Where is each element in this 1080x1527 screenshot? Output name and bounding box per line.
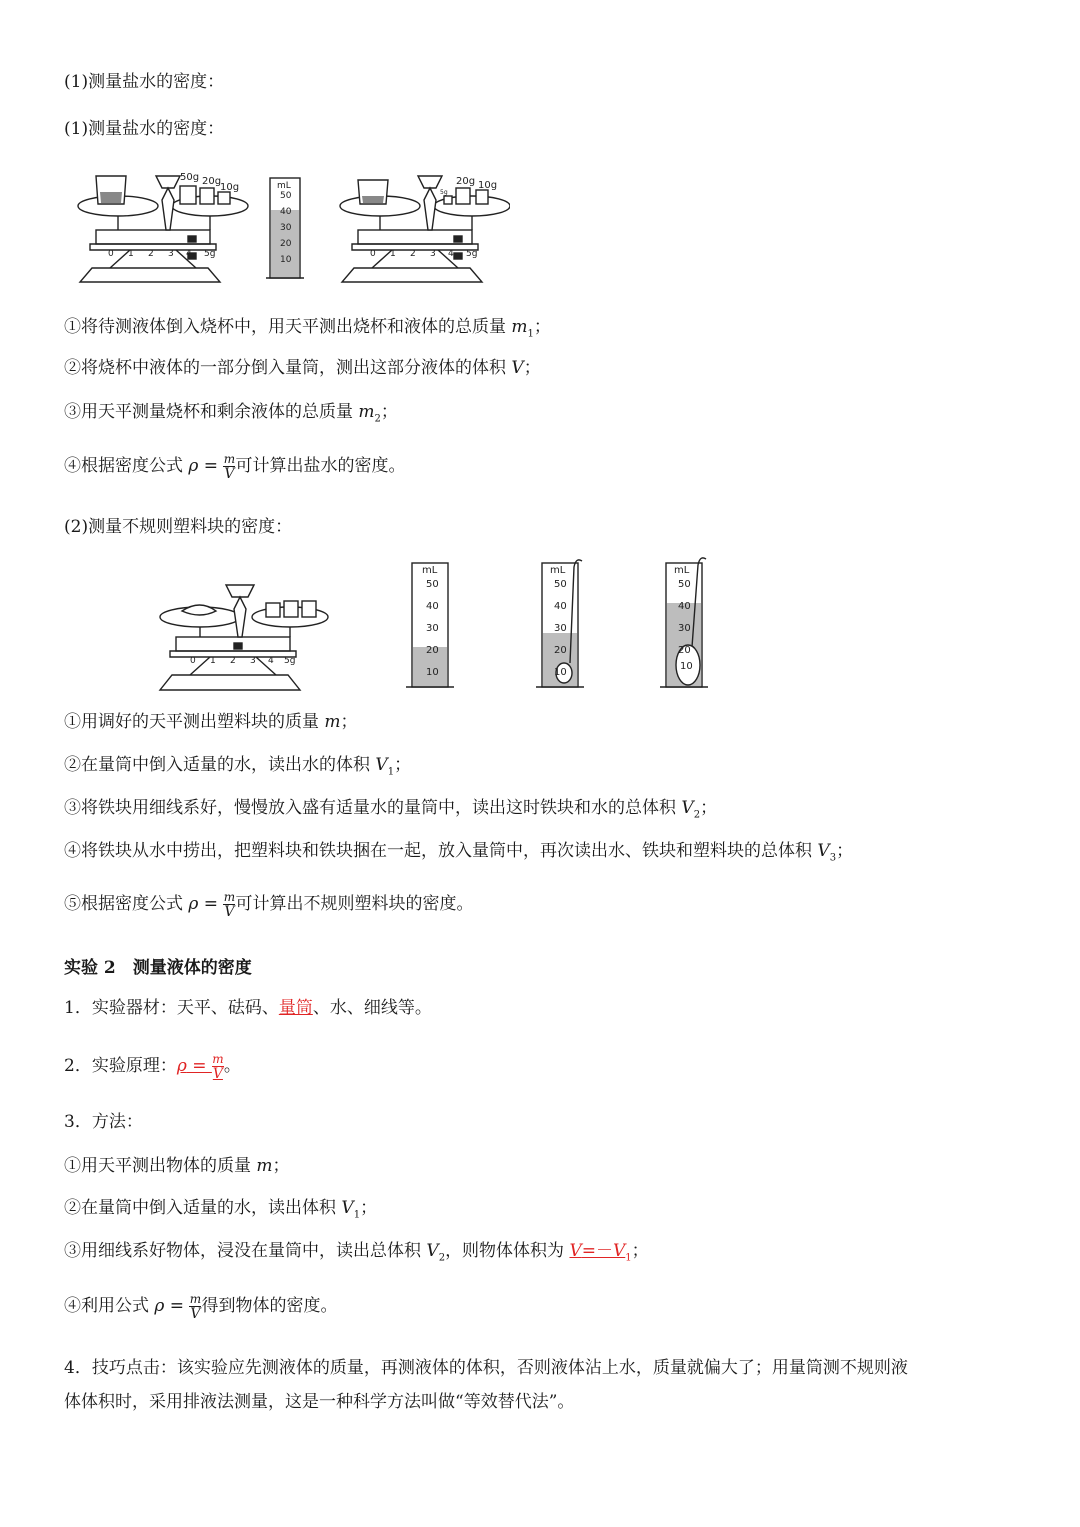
item-text: 2．实验原理： [64, 1056, 177, 1076]
equals: = [198, 894, 224, 914]
item-text: 1．实验器材：天平、砝码、 [64, 998, 279, 1018]
weight-label: 50g [180, 172, 200, 183]
cylinder-tick: 50 [426, 579, 439, 590]
subscript: 1 [387, 766, 395, 778]
step-text-post: 可计算出不规则塑料块的密度。 [235, 894, 474, 914]
cylinder-unit: mL [550, 565, 566, 576]
step-text: ③用天平测量烧杯和剩余液体的总质量 [64, 402, 359, 422]
cylinder-tick: 20 [280, 239, 292, 249]
method-post: 得到物体的密度。 [201, 1296, 338, 1316]
weight-label: 20g [202, 176, 222, 187]
rho-symbol: ρ [154, 1296, 165, 1316]
cylinder-tick: 40 [554, 601, 567, 612]
exp2-method4 [64, 1292, 337, 1321]
ruler-tick: 5g [284, 656, 296, 666]
part2-heading: (2)测量不规则塑料块的密度： [64, 517, 293, 537]
method-text: ①用天平测出物体的质量 [64, 1156, 257, 1176]
cylinder-tick: 10 [280, 255, 292, 265]
fraction-denominator: V [224, 904, 235, 920]
part1-step3 [64, 400, 398, 431]
cylinder-unit: mL [422, 565, 438, 576]
ruler-tick: 4 [448, 249, 454, 259]
step-text: ①用调好的天平测出塑料块的质量 [64, 712, 325, 732]
cylinder-tick: 40 [280, 207, 292, 217]
answer-minus: =－ [581, 1241, 613, 1261]
equals: = [198, 456, 224, 476]
part1-step1 [64, 315, 551, 346]
ruler-tick: 4 [268, 656, 274, 666]
part2-step3 [64, 796, 717, 827]
subscript: 2 [374, 413, 381, 425]
cylinder-tick: 30 [554, 623, 567, 634]
variable: V [375, 755, 388, 775]
step-text: ⑤根据密度公式 [64, 894, 189, 914]
variable: m [324, 712, 341, 732]
cylinder-tick: 20 [678, 645, 691, 656]
fraction-denominator: V [212, 1066, 223, 1082]
step-end: ； [380, 402, 398, 422]
cylinder-tick: 30 [280, 223, 292, 233]
step-end: ； [700, 798, 718, 818]
method-text: ④利用公式 [64, 1296, 155, 1316]
density-fraction [223, 890, 235, 919]
ruler-tick: 4 [186, 249, 192, 259]
ruler-tick: 5g [204, 249, 216, 259]
fraction-denominator: V [190, 1306, 201, 1322]
step-text: ①将待测液体倒入烧杯中，用天平测出烧杯和液体的总质量 [64, 317, 512, 337]
cylinder-tick: 40 [678, 601, 691, 612]
item-text-post: 、水、细线等。 [312, 998, 432, 1018]
answer-measuring-cylinder: 量筒 [278, 998, 313, 1018]
balance-right [340, 176, 510, 282]
cylinder-tick: 20 [554, 645, 567, 656]
method-text: ③用细线系好物体，浸没在量筒中，读出总体积 [64, 1241, 427, 1261]
plastic-block-figure [150, 555, 720, 695]
salt-water-figure [70, 158, 510, 288]
answer-volume: V [569, 1241, 582, 1261]
weight-label: 20g [456, 176, 476, 187]
step-end: ； [523, 358, 541, 378]
part1-heading-a: (1)测量盐水的密度： [64, 72, 225, 92]
balance-plastic [160, 585, 328, 690]
ruler-tick: 1 [128, 249, 134, 259]
answer-rho: ρ [176, 1056, 187, 1076]
variable: V [817, 841, 830, 861]
part1-step4 [64, 452, 405, 481]
step-text: ④根据密度公式 [64, 456, 189, 476]
fraction-numerator: m [189, 1292, 202, 1306]
cylinder-tick: 50 [554, 579, 567, 590]
answer-fraction [212, 1052, 224, 1081]
method-end: ； [360, 1198, 378, 1218]
experiment-2-title: 实验 2 测量液体的密度 [64, 958, 252, 978]
cylinder-tick: 20 [426, 645, 439, 656]
variable: m [358, 402, 375, 422]
exp2-item2 [64, 1052, 241, 1081]
variable: V [511, 358, 524, 378]
cylinder-tick: 30 [678, 623, 691, 634]
density-fraction [223, 452, 235, 481]
method-end: ； [631, 1241, 649, 1261]
subscript: 3 [829, 852, 837, 864]
part1-heading-b: (1)测量盐水的密度： [64, 119, 225, 139]
fraction-denominator: V [224, 466, 235, 482]
variable: m [511, 317, 528, 337]
step-text: ②将烧杯中液体的一部分倒入量筒，测出这部分液体的体积 [64, 358, 512, 378]
step-text: ③将铁块用细线系好，慢慢放入盛有适量水的量筒中，读出这时铁块和水的总体积 [64, 798, 682, 818]
ruler-tick: 5g [466, 249, 478, 259]
method-text: ②在量筒中倒入适量的水，读出体积 [64, 1198, 342, 1218]
density-fraction [189, 1292, 201, 1321]
cylinder-tick: 10 [426, 667, 439, 678]
ruler-tick: 0 [370, 249, 376, 259]
weight-label: 10g [220, 182, 240, 193]
answer-equals: = [186, 1056, 212, 1076]
step-text: ②在量筒中倒入适量的水，读出水的体积 [64, 755, 376, 775]
subscript: 2 [438, 1252, 446, 1264]
ruler-tick: 2 [148, 249, 154, 259]
method-end: ； [272, 1156, 290, 1176]
ruler-tick: 0 [108, 249, 114, 259]
exp2-method3 [64, 1239, 649, 1270]
answer-v1: V [613, 1241, 626, 1261]
cylinder-tick: 50 [280, 191, 292, 201]
part2-step2 [64, 753, 411, 784]
equals: = [164, 1296, 190, 1316]
item-text-post: 。 [223, 1056, 241, 1076]
fraction-numerator: m [212, 1052, 224, 1066]
fraction-numerator: m [223, 452, 236, 466]
ruler-tick: 0 [190, 656, 196, 666]
part2-step1 [64, 710, 358, 734]
exp2-method2 [64, 1196, 377, 1227]
ruler-tick: 1 [390, 249, 396, 259]
ruler-tick: 3 [168, 249, 174, 259]
exp2-item4-line1: 4．技巧点击：该实验应先测液体的质量，再测液体的体积，否则液体沾上水，质量就偏大了；用量筒测不规则液 [64, 1358, 908, 1378]
subscript: 1 [353, 1209, 361, 1221]
step-text: ④将铁块从水中捞出，把塑料块和铁块捆在一起，放入量筒中，再次读出水、铁块和塑料块的总体积 [64, 841, 818, 861]
method-mid: ，则物体体积为 [445, 1241, 570, 1261]
cylinder-tick: 10 [680, 661, 693, 672]
exp2-item1 [64, 996, 432, 1020]
variable: V [681, 798, 694, 818]
step-text-post: 可计算出盐水的密度。 [235, 456, 406, 476]
part2-step4 [64, 839, 853, 870]
cylinder-tick: 30 [426, 623, 439, 634]
rho-symbol: ρ [188, 456, 199, 476]
exp2-method1 [64, 1154, 290, 1178]
ruler-tick: 1 [210, 656, 216, 666]
variable: V [426, 1241, 439, 1261]
part2-step5 [64, 890, 473, 919]
step-end: ； [533, 317, 551, 337]
step-end: ； [340, 712, 358, 732]
subscript: 2 [693, 809, 701, 821]
ruler-tick: 3 [250, 656, 256, 666]
ruler-tick: 3 [430, 249, 436, 259]
fraction-numerator: m [223, 890, 236, 904]
cylinder-tick: 50 [678, 579, 691, 590]
weight-label: 5g [440, 189, 448, 196]
step-end: ； [394, 755, 412, 775]
variable: V [341, 1198, 354, 1218]
exp2-item4-line2: 体体积时，采用排液法测量，这是一种科学方法叫做“等效替代法”。 [64, 1392, 575, 1412]
cylinder-tick: 10 [554, 667, 567, 678]
step-end: ； [836, 841, 854, 861]
variable: m [256, 1156, 273, 1176]
answer-subscript: 1 [625, 1252, 632, 1264]
rho-symbol: ρ [188, 894, 199, 914]
weight-label: 10g [478, 180, 498, 191]
cylinder-unit: mL [277, 181, 291, 191]
exp2-item3: 3．方法： [64, 1112, 143, 1132]
part1-step2 [64, 356, 541, 380]
cylinder-unit: mL [674, 565, 690, 576]
subscript: 1 [527, 328, 534, 340]
cylinder-tick: 40 [426, 601, 439, 612]
ruler-tick: 2 [230, 656, 236, 666]
ruler-tick: 2 [410, 249, 416, 259]
